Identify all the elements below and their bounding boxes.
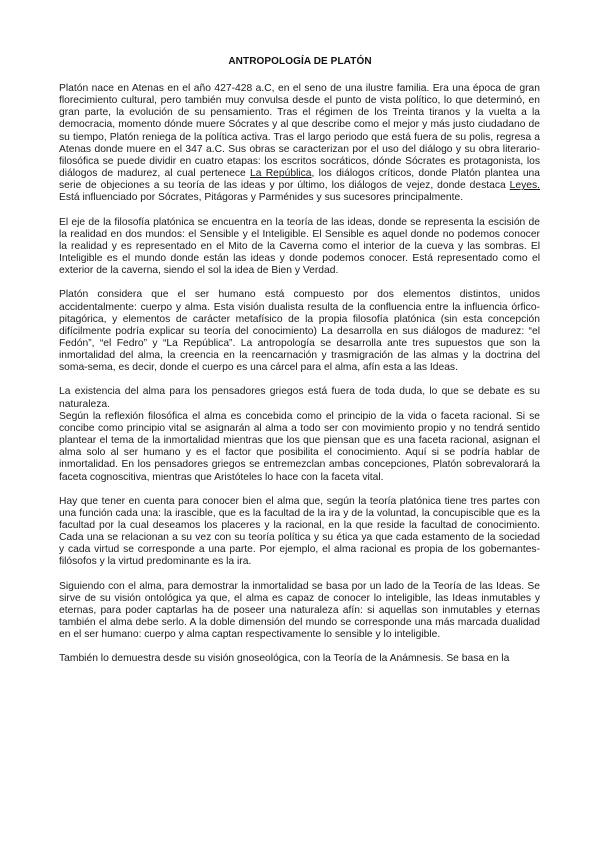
work-title-leyes: Leyes. (509, 180, 540, 192)
paragraph-soul-existence: La existencia del alma para los pensadores griegos está fuera de toda duda, lo que se debate es su naturaleza. (59, 386, 540, 410)
paragraph-dualism: Platón considera que el ser humano está compuesto por dos elementos distintos, unidos accidentalmente: cuerpo y alma. Esta visión dualista resulta de la confluencia entre la influencia órfico-pitagórica, y elementos de carácter metafísico de la propia filosofía platónica (sin esta concepción difícilmente podría explicar su teoría del conocimiento) La desarrolla en sus diálogos de madurez: “el Fedón”, “el Fedro” y “La República”. La antropología se desarrolla ante tres supuestos que son la inmortalidad del alma, la creencia en la reencarnación y trasmigración de las almas y la doctrina del soma-sema, es decir, donde el cuerpo es una cárcel para el alma, afín esta a las Ideas. (59, 289, 540, 374)
page-title: ANTROPOLOGÍA DE PLATÓN (228, 56, 372, 67)
paragraph-text: , los diálogos críticos, donde Platón plantea una serie de objeciones a su teoría de las ideas y por último, los diálogos de vejez, donde destaca (59, 168, 541, 192)
paragraph-text: Platón nace en Atenas en el año 427-428 a.C, en el seno de una ilustre familia. Era una época de gran florecimiento cultural, pero también muy convulsa desde el punto de vista político, lo que determinó, en gran parte, la evolución de su pensamiento. Tras el régimen de los Treinta tiranos y la vuelta a la democracia, momento dónde muere Sócrates y al que describe como el mejor y más justo ciudadano de su tiempo, Platón reniega de la política activa. Tras el largo periodo que está fuera de su polis, regresa a Atenas donde muere en el 347 a.C. Sus obras se caracterizan por el uso del diálogo y su obra literario-filosófica se puede dividir en cuatro etapas: los escritos socráticos, dónde Sócrates es protagonista, los diálogos de madurez, al cual pertenece (59, 83, 540, 180)
paragraph-soul-parts: Hay que tener en cuenta para conocer bien el alma que, según la teoría platónica tiene tres partes con una función cada una: la irascible, que es la facultad de la ira y de la voluntad, la concupiscible que es la facultad por la cual deseamos los placeres y la racional, en la que reside la facultad de conocimiento. Cada una se relacionan a su vez con su teoría política y su ética ya que cada estamento de la sociedad y cada virtud se corresponde a una parte. Por ejemplo, el alma racional es propia de los gobernantes-filósofos y la virtud predominante es la ira. (59, 495, 540, 568)
work-title-la-republica: La República (250, 168, 312, 180)
paragraph-anamnesis: También lo demuestra desde su visión gnoseológica, con la Teoría de la Anámnesis. Se basa en la (59, 653, 510, 665)
document-body (59, 83, 540, 678)
paragraph-text: Está influenciado por Sócrates, Pitágoras y Parménides y sus sucesores principalmente. (59, 192, 464, 204)
paragraph-soul-concepts: Según la reflexión filosófica el alma es concebida como el principio de la vida o faceta racional. Si se concibe como principio vital se asignarán al alma a todo ser con movimiento propio y no tendrá sentido plantear el tema de la inmortalidad mientras que los que piensan que es una faceta racional, asignan el alma solo al ser humano y es el factor que posibilita el conocimiento. Aquí si se podría hablar de inmortalidad. En los pensadores griegos se entremezclan ambas concepciones, Platón sobrevalorará la faceta cognoscitiva, mientras que Aristóteles lo hace con la faceta vital. (59, 410, 540, 483)
paragraph-immortality: Siguiendo con el alma, para demostrar la inmortalidad se basa por un lado de la Teoría de las Ideas. Se sirve de su visión ontológica ya que, el alma es capaz de conocer lo inteligible, las Ideas inmutables y eternas, para poder captarlas ha de poseer una naturaleza afín: si aquellas son inmutables y eternas también el alma debe serlo. A la doble dimensión del mundo se corresponde una más marcada dualidad en el ser humano: cuerpo y alma captan respectivamente lo sensible y lo inteligible. (59, 580, 540, 641)
paragraph-biography (59, 83, 540, 205)
paragraph-theory-of-ideas: El eje de la filosofía platónica se encuentra en la teoría de las ideas, donde se representa la escisión de la realidad en dos mundos: el Sensible y el Inteligible. El Sensible es aquel donde no podemos conocer la realidad y es representado en el Mito de la Caverna como el interior de la cueva y las sombras. El Inteligible es el mundo donde están las ideas y donde podemos conocer. Está representado como el exterior de la caverna, siendo el sol la idea de Bien y Verdad. (59, 216, 540, 277)
